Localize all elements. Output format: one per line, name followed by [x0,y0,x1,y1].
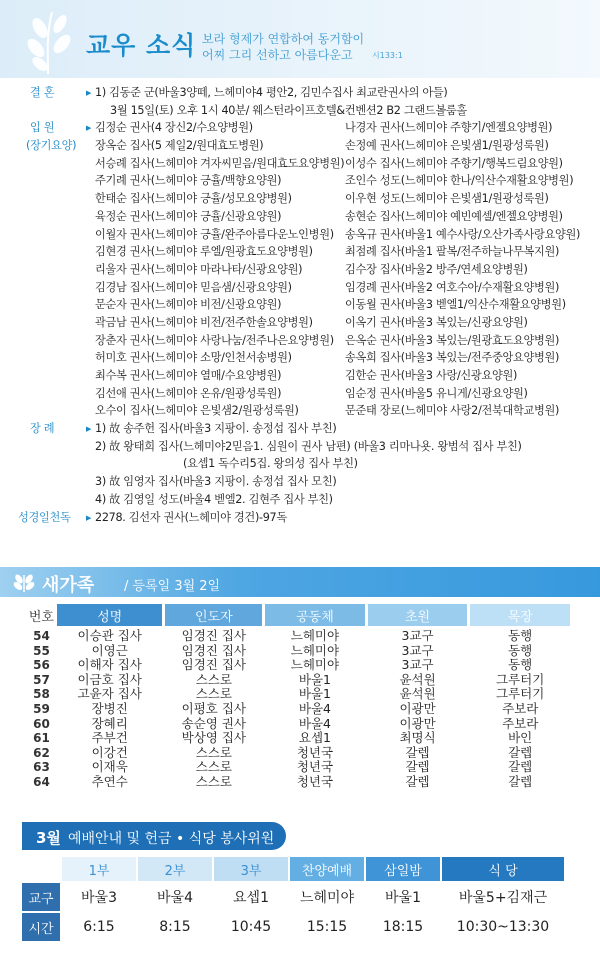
hospital-entry: 장춘자 권사(느헤미야 사랑나눔/전주나은요양병원) [95,333,334,347]
table-cell: 63 [33,760,50,775]
col-header: 1부 [62,857,136,881]
hospital-entry: 김정순 권사(4 장신2/수요양병원) [95,121,253,135]
table-cell: 동행 [508,628,533,643]
funeral-line: 3) 故 임영자 집사(바울3 지팡이. 송정섭 집사 모친) [95,475,337,489]
table-cell: 주보라 [502,715,539,731]
table-cell: 3교구 [401,657,434,673]
hospital-entry: 리울자 권사(느헤미야 마라나타/신광요양원) [95,262,303,276]
table-header [28,604,573,626]
newfamily-header [0,567,600,597]
table-cell: 동행 [508,657,533,673]
hospital-entry: 김한순 권사(바울3 사랑/신광요양원) [345,369,518,382]
leaf-branch-icon [18,6,78,76]
service-row-label: 교구 [22,883,60,911]
hospital-entry: 오수이 집사(느헤미야 은빛샘2/원광성룩원) [95,404,299,418]
table-cell: 바울1 [298,671,331,687]
table-cell: 갈렙 [405,759,430,775]
service-table [22,857,578,941]
table-row [28,731,573,746]
table-cell: 이재욱 [91,759,128,775]
col-header: 2부 [138,857,212,881]
table-row [28,629,573,644]
hospital-entry: 송현순 집사(느헤미야 예빈예셀/엔젤요양병원) [345,209,563,223]
hospital-entry: 서승례 집사(느헤미야 겨자씨믿음/원대효도요양병원) [95,156,345,170]
hospital-entry: 김수장 집사(바울2 방주/연세요양병원) [345,262,528,276]
service-header [22,822,286,850]
table-cell: 청년국 [296,773,334,789]
service-header-row [62,857,578,881]
table-cell: 윤석원 [399,671,436,687]
table-cell: 느헤미야 [290,642,340,658]
table-cell: 이광만 [399,715,436,731]
arrow-icon: ▶ [86,513,92,522]
verse-line-2: 어찌 그리 선하고 아름다운고 [202,48,353,62]
table-cell: 3교구 [401,628,434,643]
news-section [0,84,600,526]
service-cell: 요셉1 [233,890,269,906]
table-cell: 스스로 [195,773,232,789]
arrow-icon: ▶ [86,89,92,97]
table-cell: 임경진 집사 [181,628,246,643]
hospital-entry: 문순자 권사(느헤미야 비전/신광요양원) [95,298,282,312]
hospital-entry: 문준태 장로(느헤미야 사랑2/전북대학교병원) [345,404,560,418]
hospital-entry: 나경자 권사(느헤미야 주향기/엔젤요양병원) [345,121,553,135]
hospital-entry: 이우현 성도(느헤미야 은빛샘1/원광성룩원) [345,192,549,206]
service-cell: 10:30~13:30 [456,919,550,935]
table-row [28,673,573,688]
hospital-entry: 은옥순 권사(바울3 복있는/원광효도요양병원) [345,333,560,347]
service-title: 예배안내 및 헌금 • 식당 봉사위원 [68,831,275,847]
table-row [28,644,573,659]
table-cell: 바울1 [298,686,331,702]
service-cell: 8:15 [159,919,191,935]
col-header: 공동체 [265,604,365,626]
table-cell: 바울4 [298,700,331,716]
table-cell: 송순영 권사 [181,715,246,731]
table-cell: 스스로 [195,744,232,760]
table-cell: 임경진 집사 [181,657,246,673]
service-month: 3월 [36,829,61,847]
service-row [22,913,578,941]
service-cell: 바울3 [81,890,117,906]
hospital-entry: 곽금남 권사(느헤미야 비전/전주한솔요양병원) [95,315,313,329]
table-cell: 임경진 집사 [181,642,246,658]
table-cell: 장병진 [91,700,128,716]
wedding-line: 1) 김동준 군(바울3양떼, 느헤미야4 평안2, 김민수집사 최교란권사의 아들) [95,86,448,99]
col-header: 식 당 [442,857,564,881]
hospital-entry: 최수복 권사(느헤미야 열매/수요양병원) [95,369,282,382]
table-cell: 고윤자 집사 [77,686,142,702]
funeral-line: 1) 故 송주헌 집사(바울3 지팡이. 송정섭 집사 부친) [95,422,337,436]
table-cell: 윤석원 [399,686,436,702]
table-row [28,687,573,702]
col-header: 성명 [57,604,163,626]
leaf-icon [12,571,36,593]
table-row [28,702,573,717]
table-cell: 바울4 [298,715,331,731]
table-cell: 스스로 [195,686,232,702]
col-header: 3부 [214,857,288,881]
table-cell: 스스로 [195,671,232,687]
table-cell: 주부건 [91,730,128,746]
table-cell: 최명식 [399,730,436,746]
table-cell: 57 [33,672,50,687]
table-cell: 59 [33,701,50,716]
table-cell: 갈렙 [405,744,430,760]
table-cell: 이강건 [91,744,128,760]
col-header: 초원 [368,604,468,626]
wedding-label: 결 혼 [30,86,55,99]
service-cell: 6:15 [83,919,115,935]
table-cell: 55 [33,643,50,658]
bible-text: 2278. 김선자 권사(느헤미야 경건)-97독 [95,510,287,524]
table-cell: 이해자 집사 [77,657,142,673]
table-cell: 느헤미야 [290,628,340,643]
table-cell: 청년국 [296,759,334,775]
arrow-icon: ▶ [86,124,92,133]
hospital-entry: 이동월 권사(바울3 벧엘1/익산수재활요양병원) [345,298,566,312]
table-cell: 62 [33,745,50,760]
service-cell: 바울4 [157,890,193,906]
newfamily-table [28,604,573,790]
hospital-entry: 조인수 성도(느헤미야 한나/익산수재활요양병원) [345,174,574,188]
hospital-entry: 한태순 집사(느헤미야 긍휼/성모요양병원) [95,192,292,206]
service-row [22,883,578,911]
table-row [28,717,573,732]
hospital-entry: 이옥기 권사(바울3 복있는/신광요양원) [345,315,528,329]
table-cell: 추연수 [91,773,128,789]
hospital-entry: 김선애 권사(느헤미야 온유/원광성룩원) [95,386,282,400]
page-title: 교우 소식 [86,31,197,60]
hospital-entry: 주기례 권사(느헤미야 긍휼/백향요양원) [95,174,282,188]
wedding-line: 3월 15일(토) 오후 1시 40분/ 웨스턴라이프호텔&컨벤션2 B2 그랜드볼룸홀 [110,103,467,117]
arrow-icon: ▶ [86,425,92,434]
table-cell: 갈렙 [405,773,430,789]
table-cell: 느헤미야 [290,657,340,673]
service-cell: 15:15 [306,919,348,935]
table-cell: 3교구 [401,642,434,658]
table-cell: 박상영 집사 [181,730,246,746]
hospital-entry: 이월자 권사(느헤미야 긍휼/완주아름다운노인병원) [95,227,334,241]
hospital-entry: 허미호 권사(느헤미야 소망/인천서송병원) [95,351,292,365]
table-cell: 64 [33,774,50,789]
hospital-sublabel: (장기요양) [26,139,77,153]
table-cell: 동행 [508,642,533,658]
table-cell: 갈렙 [508,773,533,789]
hospital-entry: 장옥순 집사(5 제일2/원대효도병원) [95,139,264,153]
table-cell: 61 [33,731,50,746]
header [0,0,600,78]
newfamily-subtitle: / 등록일 3월 2일 [124,579,221,594]
funeral-label: 장 례 [30,422,55,436]
table-cell: 이승관 집사 [77,628,142,643]
funeral-line: 2) 故 왕태희 집사(느헤미야2믿음1. 심원이 권사 남편) (바울3 리마나욧. 왕범석 집사 부친) [95,439,522,453]
table-cell: 청년국 [296,744,334,760]
hospital-entry: 임순정 권사(바울5 유니게/신광요양원) [345,386,528,400]
service-row-label: 시간 [22,913,60,941]
table-cell: 이영근 [91,642,128,658]
col-header: 삼일밤 [366,857,440,881]
table-cell: 장혜리 [91,715,128,731]
col-header: 번호 [28,604,55,626]
table-cell: 바인 [508,730,533,746]
hospital-entry: 이성수 집사(느헤미야 주향기/행복드림요양원) [345,156,563,170]
table-row [28,658,573,673]
col-header: 목장 [470,604,570,626]
table-row [28,746,573,761]
table-cell: 그루터기 [496,686,545,702]
bible-label: 성경일천독 [18,510,71,524]
service-cell: 18:15 [382,919,424,935]
table-row [28,760,573,775]
service-cell: 바울1 [385,890,421,906]
table-cell: 이평호 집사 [181,700,246,716]
service-cell: 바울5+김재근 [458,890,548,906]
table-cell: 갈렙 [508,759,533,775]
hospital-entry: 송옥희 집사(바울3 복있는/전주중앙요양병원) [345,351,560,365]
hospital-entry: 최점례 집사(바울1 팔복/전주하늘나무복지원) [345,245,560,259]
hospital-entry: 손정예 권사(느헤미야 은빛샘1/원광성룩원) [345,139,549,153]
table-row [28,775,573,790]
hospital-entry: 임경례 권사(바울2 여호수아/수재활요양병원) [345,280,560,294]
col-header: 인도자 [165,604,262,626]
hospital-entry: 김현경 권사(느헤미야 루엘/원광효도요양병원) [95,245,313,259]
table-cell: 갈렙 [508,744,533,760]
verse-reference: 시133:1 [372,51,403,60]
hospital-entry: 김경남 집사(느헤미야 믿음샘/신광요양원) [95,280,292,294]
table-cell: 이금호 집사 [77,671,142,687]
table-cell: 58 [33,687,50,702]
table-cell: 60 [33,716,50,731]
table-cell: 그루터기 [496,671,545,687]
table-cell: 주보라 [502,700,539,716]
hospital-entry: 송옥규 권사(바울1 예수사랑/오산가족사랑요양원) [345,227,581,241]
hospital-label: 입 원 [30,121,55,135]
table-cell: 54 [33,629,50,643]
newfamily-title: 새가족 [42,575,95,596]
hospital-entry: 육정순 권사(느헤미야 긍휼/신광요양원) [95,209,282,223]
table-cell: 56 [33,658,50,673]
verse-line-1: 보라 형제가 연합하여 동거함이 [202,32,365,46]
service-cell: 10:45 [230,919,272,935]
table-cell: 스스로 [195,759,232,775]
table-cell: 이광만 [399,700,436,716]
col-header: 찬양예배 [290,857,364,881]
funeral-line: 4) 故 김영일 성도(바울4 벧엘2. 김현주 집사 부친) [95,492,333,506]
table-cell: 요셉1 [298,730,331,746]
service-cell: 느헤미야 [299,890,355,906]
funeral-line: (요셉1 독수리5집. 왕의성 집사 부친) [183,457,358,471]
